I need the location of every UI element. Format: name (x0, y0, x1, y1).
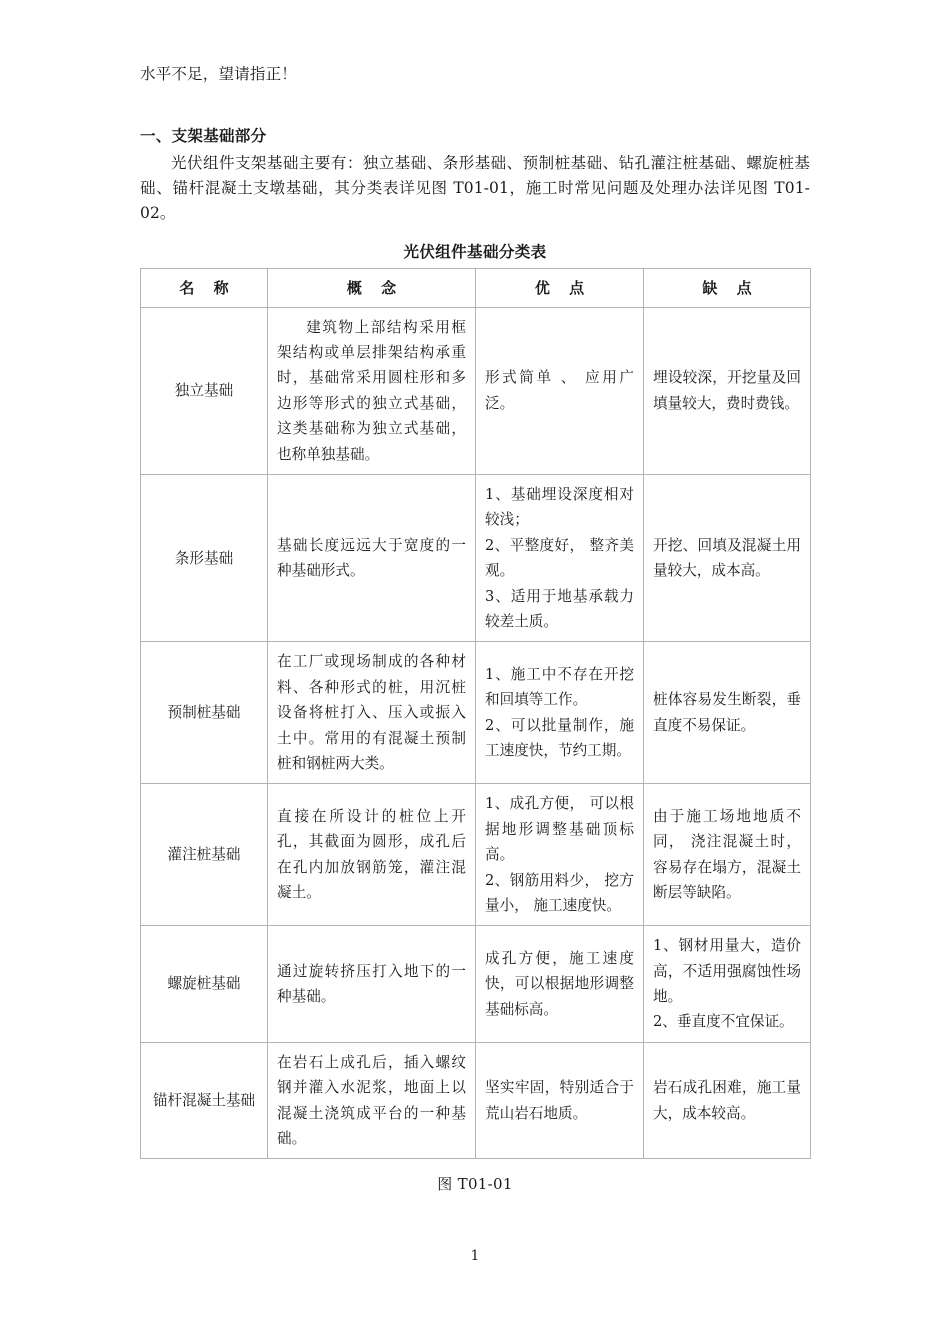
table-row (141, 475, 811, 642)
table-row (141, 926, 811, 1043)
table-body (141, 307, 811, 1159)
cell-pros-line: 1、施工中不存在开挖和回填等工作。 (485, 666, 634, 709)
cell-cons (644, 1042, 811, 1159)
cell-concept (268, 784, 476, 926)
cell-foundation-name: 锚杆混凝土基础 (141, 1042, 268, 1159)
cell-pros-line: 坚实牢固，特别适合于荒山岩石地质。 (485, 1079, 634, 1122)
column-header-cons: 缺 点 (644, 268, 811, 307)
page-number: 1 (470, 1248, 480, 1264)
cell-concept (268, 307, 476, 474)
cell-foundation-name: 螺旋桩基础 (141, 926, 268, 1043)
cell-cons (644, 642, 811, 784)
figure-caption: 图 T01-01 (437, 1175, 513, 1194)
column-header-pros: 优 点 (476, 268, 644, 307)
cell-concept-line: 在岩石上成孔后，插入螺纹钢并灌入水泥浆，地面上以混凝土浇筑成平台的一种基础。 (277, 1053, 466, 1148)
cell-cons-line: 岩石成孔困难，施工量大，成本较高。 (653, 1079, 801, 1122)
cell-pros-line: 3、适用于地基承载力较差土质。 (485, 587, 634, 630)
cell-foundation-name: 预制桩基础 (141, 642, 268, 784)
cell-concept-line: 建筑物上部结构采用框架结构或单层排架结构承重时，基础常采用圆柱形和多边形等形式的独立式基础，这类基础称为独立式基础，也称单独基础。 (277, 318, 466, 463)
intro-note: 水平不足，望请指正！ (140, 65, 298, 83)
table-header-row (141, 268, 811, 307)
cell-cons-line: 开挖、回填及混凝土用量较大，成本高。 (653, 536, 801, 580)
cell-concept (268, 642, 476, 784)
cell-foundation-name: 条形基础 (141, 475, 268, 642)
cell-pros-line: 1、基础埋设深度相对较浅； (485, 486, 634, 529)
cell-pros-line: 2、平整度好， 整齐美观。 (485, 536, 634, 580)
cell-cons (644, 475, 811, 642)
cell-pros-line: 成孔方便，施工速度快，可以根据地形调整基础标高。 (485, 949, 634, 1018)
cell-pros (476, 784, 644, 926)
column-header-concept: 概 念 (268, 268, 476, 307)
cell-pros-line: 2、钢筋用料少， 挖方量小， 施工速度快。 (485, 871, 634, 914)
cell-pros (476, 475, 644, 642)
table-row (141, 307, 811, 474)
foundation-classification-table (140, 268, 811, 1160)
cell-cons (644, 784, 811, 926)
cell-cons-line: 埋设较深，开挖量及回填量较大，费时费钱。 (653, 369, 801, 412)
cell-pros-line: 1、成孔方便， 可以根据地形调整基础顶标高。 (485, 795, 634, 864)
cell-cons-line: 由于施工场地地质不同， 浇注混凝土时，容易存在塌方，混凝土断层等缺陷。 (653, 808, 801, 902)
table-row (141, 1042, 811, 1159)
cell-cons (644, 307, 811, 474)
cell-pros (476, 642, 644, 784)
table-header (141, 268, 811, 307)
table-row (141, 642, 811, 784)
cell-concept-line: 通过旋转挤压打入地下的一种基础。 (277, 962, 466, 1006)
column-header-name: 名 称 (141, 268, 268, 307)
cell-foundation-name: 灌注桩基础 (141, 784, 268, 926)
section-heading: 一、支架基础部分 (140, 126, 267, 146)
cell-concept (268, 1042, 476, 1159)
cell-cons-line: 桩体容易发生断裂，垂直度不易保证。 (653, 691, 801, 734)
document-content (140, 62, 810, 1194)
cell-pros-line: 2、可以批量制作，施工速度快，节约工期。 (485, 716, 634, 760)
cell-foundation-name: 独立基础 (141, 307, 268, 474)
body-paragraph: 光伏组件支架基础主要有：独立基础、条形基础、预制桩基础、钻孔灌注桩基础、螺旋桩基础、锚杆混凝土支墩基础，其分类表详见图 T01-01，施工时常见问题及处理办法详见图 T01-02。 (140, 154, 810, 223)
cell-pros (476, 926, 644, 1043)
cell-pros (476, 307, 644, 474)
cell-pros (476, 1042, 644, 1159)
cell-pros-line: 形式简单 、 应用广泛。 (485, 369, 634, 412)
cell-cons (644, 926, 811, 1043)
cell-concept-line: 直接在所设计的桩位上开孔，其截面为圆形，成孔后在孔内加放钢筋笼，灌注混凝土。 (277, 808, 466, 902)
cell-concept-line: 基础长度远远大于宽度的一种基础形式。 (277, 536, 466, 580)
cell-concept-line: 在工厂或现场制成的各种材料、各种形式的桩，用沉桩设备将桩打入、压入或振入土中。常用的有混凝土预制桩和钢桩两大类。 (277, 653, 466, 772)
cell-concept (268, 475, 476, 642)
cell-cons-line: 1、钢材用量大，造价高，不适用强腐蚀性场地。 (653, 937, 801, 1006)
table-title: 光伏组件基础分类表 (403, 241, 547, 261)
cell-concept (268, 926, 476, 1043)
table-row (141, 784, 811, 926)
cell-cons-line: 2、垂直度不宜保证。 (653, 1013, 794, 1031)
